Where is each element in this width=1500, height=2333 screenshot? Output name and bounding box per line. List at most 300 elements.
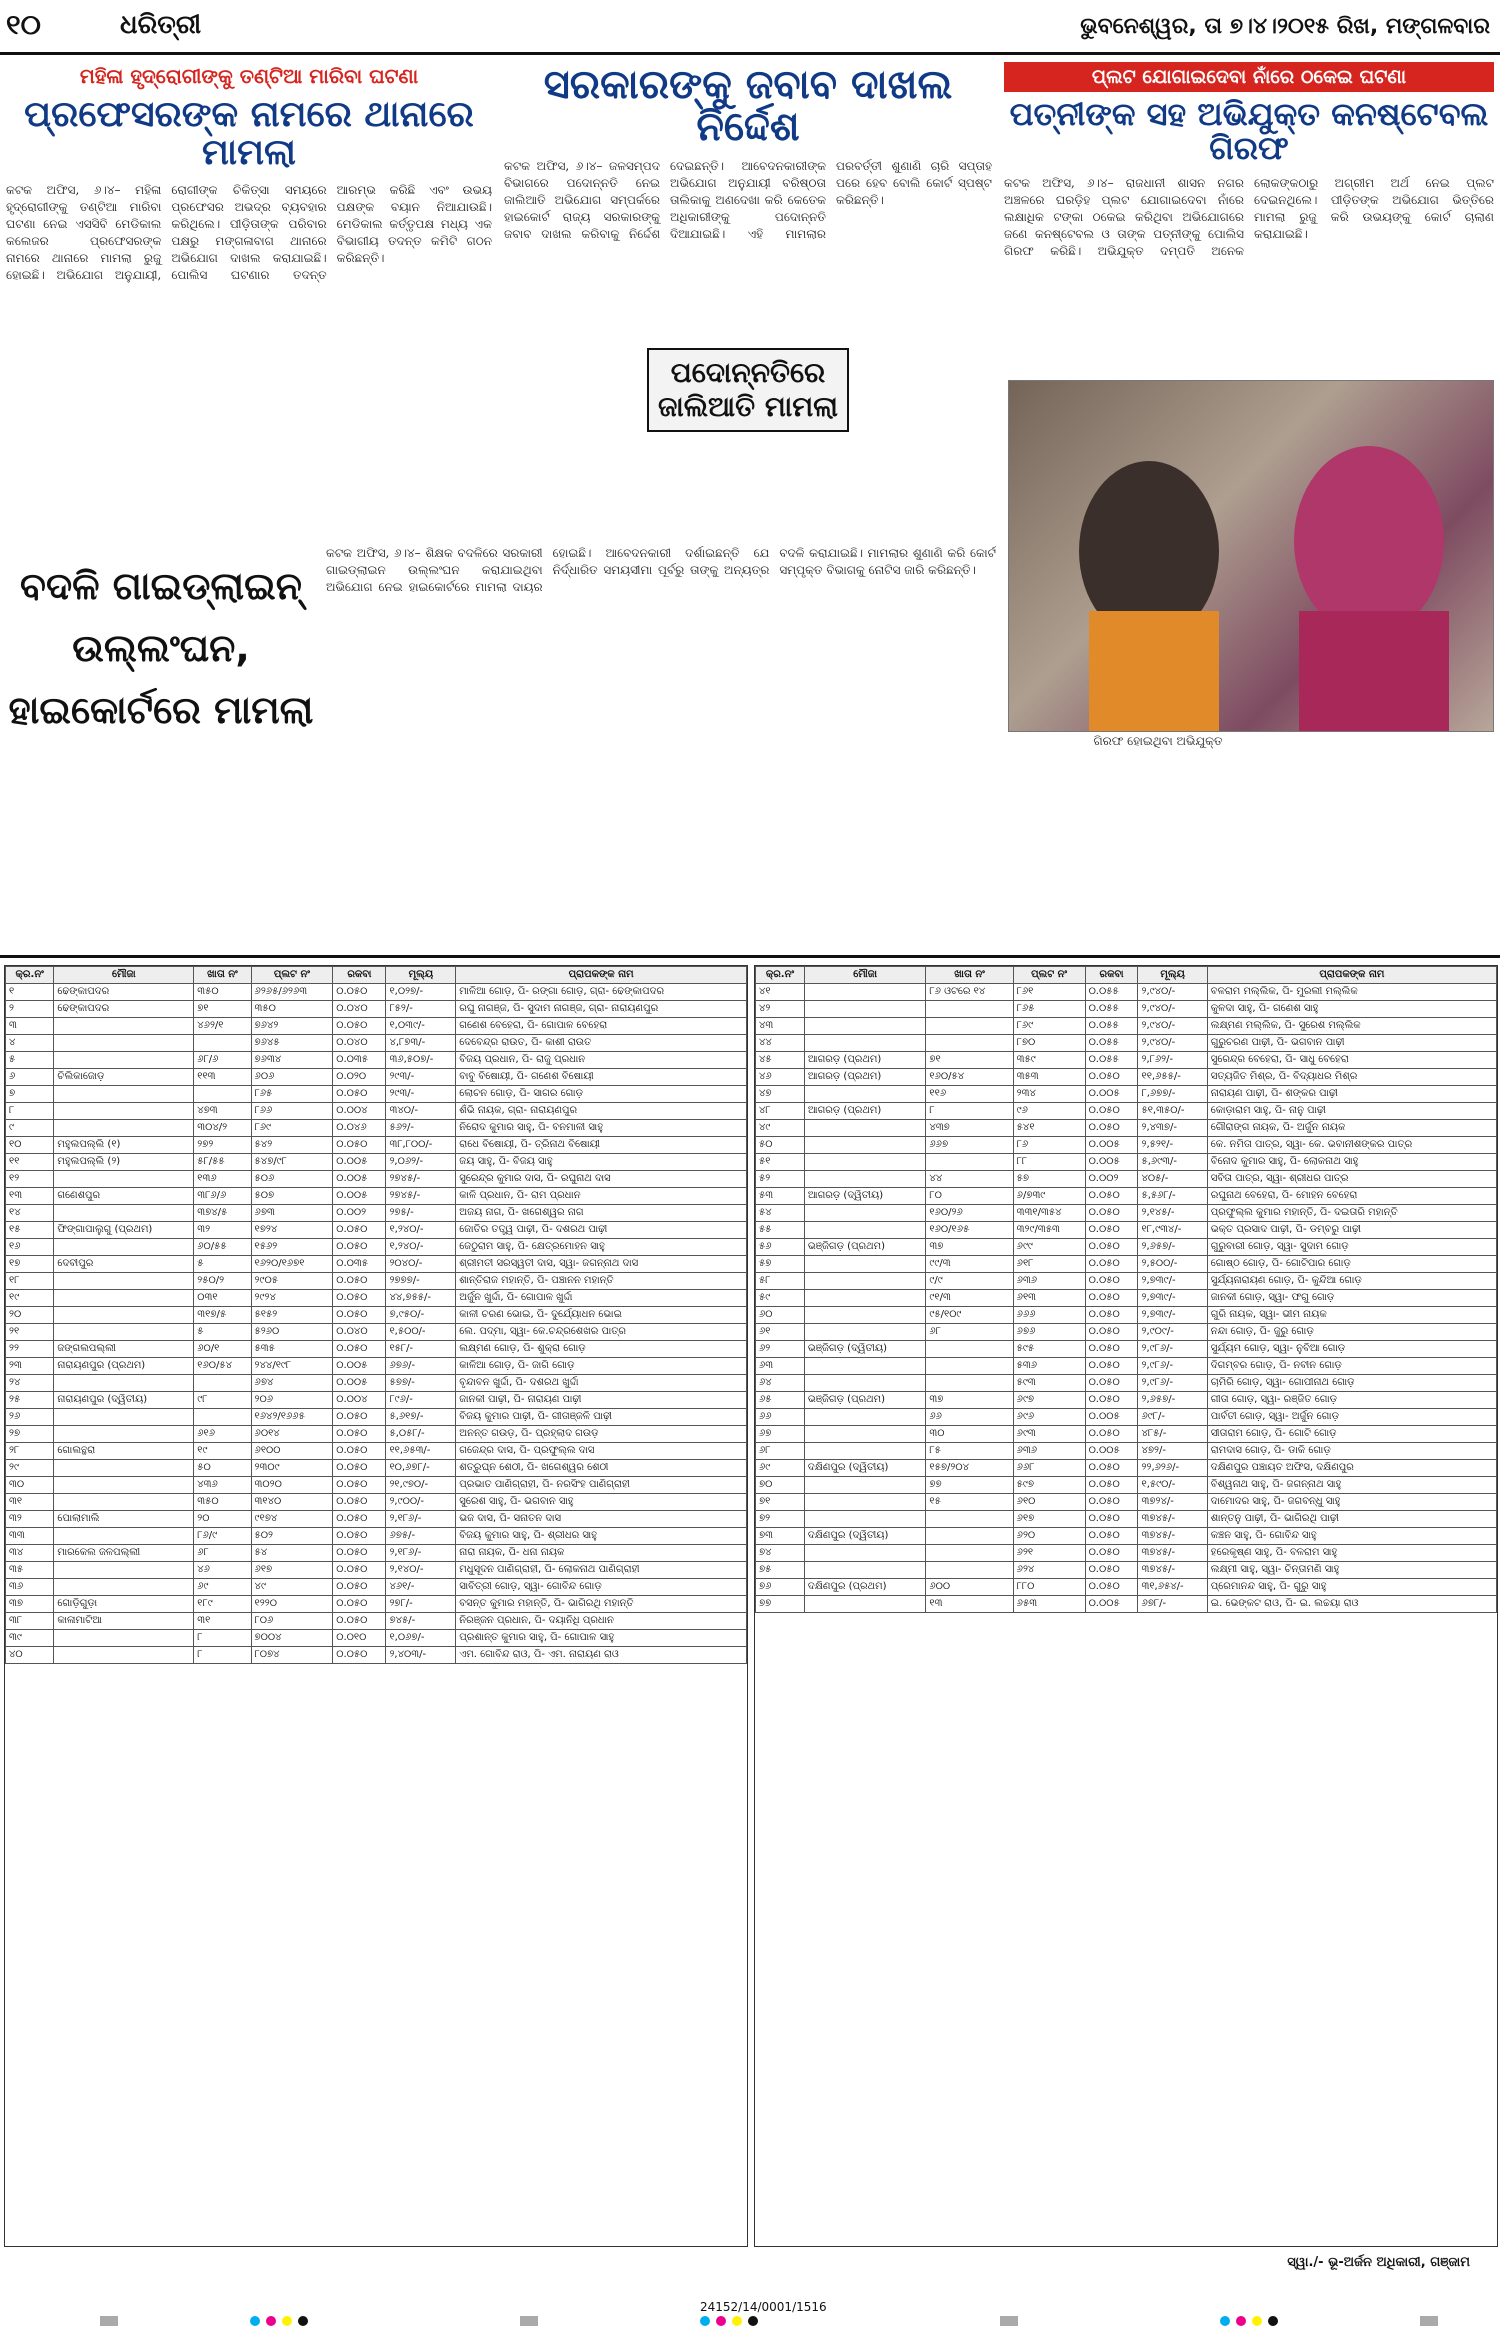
table-cell: ଲେ. ପଦ୍ମା, ସ୍ୱା- କେ.ଚନ୍ଦ୍ରଶେଖର ପାତ୍ର	[456, 1324, 747, 1341]
table-cell: ୦.୦୦୪	[333, 1103, 386, 1120]
table-cell: ୨,୬୫୭/-	[1138, 1392, 1207, 1409]
table-cell: ୩୨	[194, 1222, 251, 1239]
table-cell: ଚାମିରି ଗୋଡ଼, ସ୍ୱା- ଗୋପୀନାଥ ଗୋଡ଼	[1207, 1375, 1496, 1392]
table-cell: ୦.୦୪୦	[333, 1035, 386, 1052]
table-cell: ୦.୦୫୦	[1085, 1477, 1138, 1494]
table-cell: ୩୧୭/୫	[194, 1307, 251, 1324]
table-cell: ୦.୦୫୦	[333, 1545, 386, 1562]
table-row	[6, 1443, 747, 1460]
table-cell: ଗୁରୁବାରୀ ଗୋଡ଼, ସ୍ୱା- ସୁଦାମ ଗୋଡ଼	[1207, 1239, 1496, 1256]
table-cell: ଗୀତା ଗୋଡ଼, ସ୍ୱା- ରଞ୍ଜିତ ଗୋଡ଼	[1207, 1392, 1496, 1409]
table-cell: ୪୮	[756, 1103, 805, 1120]
table-cell: ୯୮	[194, 1392, 251, 1409]
column-header: ମୂଲ୍ୟ	[386, 967, 456, 984]
table-cell: ୯୧/୩	[926, 1290, 1013, 1307]
table-cell: ୩୦	[926, 1426, 1013, 1443]
table-cell: ୧୧,୬୫୩/-	[386, 1443, 456, 1460]
table-cell: ୦.୦୫୦	[333, 1579, 386, 1596]
table-cell: ବିଜୟ ପ୍ରଧାନ, ପି- ରାଜୁ ପ୍ରଧାନ	[456, 1052, 747, 1069]
table-cell: ୪୦	[6, 1647, 54, 1664]
table-cell: ୧୫୮/-	[386, 1341, 456, 1358]
table-row	[756, 1001, 1497, 1018]
table-cell: ୮୬	[1013, 1137, 1085, 1154]
column-header: ପ୍ରାପକଙ୍କ ନାମ	[1207, 967, 1496, 984]
table-cell: ୨,୭୩୯/-	[1138, 1290, 1207, 1307]
table-cell: ୩୭୪୫/-	[1138, 1545, 1207, 1562]
table-cell: ପୋଲାମାଲି	[54, 1511, 194, 1528]
table-cell: ୧୫୬୨	[251, 1239, 333, 1256]
registration-mark	[1252, 2316, 1262, 2326]
table-cell: ମାଳିଆ ଗୋଡ଼, ପି- ରଙ୍ଗା ଗୋଡ଼, ଗ୍ରା- ଢେଙ୍କାପଦର	[456, 984, 747, 1001]
table-cell: ୬୯	[756, 1460, 805, 1477]
table-cell: ୨୯୩/-	[386, 1069, 456, 1086]
table-cell: ୧୯	[6, 1290, 54, 1307]
table-cell: କୋଡ଼ାରାମ ସାହୁ, ପି- ନାନୁ ପାଢ଼ୀ	[1207, 1103, 1496, 1120]
table-cell	[926, 1341, 1013, 1358]
table-cell: ୦.୦୫୦	[333, 1307, 386, 1324]
table-cell: ୪୪,୭୫୫/-	[386, 1290, 456, 1307]
column-header: ପ୍ରାପକଙ୍କ ନାମ	[456, 967, 747, 984]
table-cell	[926, 1375, 1013, 1392]
table-cell: ୧୬୦/୧୬୫	[926, 1222, 1013, 1239]
table-row	[6, 1426, 747, 1443]
table-row	[756, 1375, 1497, 1392]
table-cell: ଜାନକୀ ଗୋଡ଼, ସ୍ୱା- ଫଗୁ ଗୋଡ଼	[1207, 1290, 1496, 1307]
registration-mark	[1220, 2316, 1230, 2326]
table-cell: ୨୭୪୫/-	[386, 1188, 456, 1205]
column-header: କ୍ର.ନଂ	[756, 967, 805, 984]
table-cell: ୮୦	[926, 1188, 1013, 1205]
table-row	[6, 1103, 747, 1120]
table-cell: ୦.୦୦୪	[333, 1392, 386, 1409]
table-cell	[926, 1154, 1013, 1171]
table-row	[6, 1188, 747, 1205]
signature: ସ୍ୱା./- ଭୂ-ଅର୍ଜନ ଅଧିକାରୀ, ଗଞ୍ଜାମ	[1287, 2255, 1470, 2270]
table-cell: ୫୨	[756, 1171, 805, 1188]
table-cell: ୦.୦୫୦	[333, 1562, 386, 1579]
table-cell: କୁଳଦା ସାହୁ, ପି- ଗଣେଶ ସାହୁ	[1207, 1001, 1496, 1018]
print-bar	[1000, 2316, 1018, 2326]
table-cell: ୦.୦୫୦	[1085, 1222, 1138, 1239]
table-cell: ଶତ୍ରୁଘ୍ନ ଶେଠୀ, ପି- ଖଗେଶ୍ୱର ଶେଠୀ	[456, 1460, 747, 1477]
table-cell: ୦.୦୧୦	[333, 1630, 386, 1647]
table-cell: ଆଗରଡ଼ (ପ୍ରଥମ)	[804, 1069, 926, 1086]
table-cell: ୭୧	[756, 1494, 805, 1511]
table-cell: ୫୯	[756, 1290, 805, 1307]
table-cell: ୨,୯୪୦/-	[1138, 1001, 1207, 1018]
table-row	[756, 1188, 1497, 1205]
table-cell: ଗଣେଶପୁର	[54, 1188, 194, 1205]
table-cell: ୨,୧୪୫/-	[1138, 1205, 1207, 1222]
table-cell: ସୁରେନ୍ଦ୍ର କୁମାର ଦାସ, ପି- ରଘୁନାଥ ଦାସ	[456, 1171, 747, 1188]
table-cell: ୦.୦୫୦	[333, 1596, 386, 1613]
table-cell: ୮୮୦	[1013, 1579, 1085, 1596]
table-cell: ୦.୦୫୦	[333, 1443, 386, 1460]
table-row	[6, 1409, 747, 1426]
table-cell: ୩୬	[6, 1579, 54, 1596]
table-cell: ୬୦/୫୫	[194, 1239, 251, 1256]
table-cell	[804, 1562, 926, 1579]
table-cell: ୬୨୪	[1013, 1562, 1085, 1579]
column-header: କ୍ର.ନଂ	[6, 967, 54, 984]
table-row	[756, 1069, 1497, 1086]
table-cell: ୫୩	[756, 1188, 805, 1205]
table-row	[6, 1494, 747, 1511]
table-cell: ୭୬୪୫	[251, 1035, 333, 1052]
table-row	[756, 1035, 1497, 1052]
table-row	[6, 1324, 747, 1341]
table-cell: ୧୭୨୪	[251, 1222, 333, 1239]
table-cell: ୬୫୩	[1013, 1596, 1085, 1613]
table-cell: ବିଜୟ କୁମାର ପାଢ଼ୀ, ପି- ଗୀତାଞ୍ଜଳି ପାଢ଼ୀ	[456, 1409, 747, 1426]
table-cell: ୦.୦୫୦	[1085, 1069, 1138, 1086]
table-cell: ୫୯୭	[1013, 1477, 1085, 1494]
table-cell: ୦.୦୫୦	[1085, 1239, 1138, 1256]
table-cell: ୬୬୬	[1013, 1307, 1085, 1324]
table-row	[6, 1341, 747, 1358]
table-cell: ୫	[194, 1324, 251, 1341]
table-row	[756, 1205, 1497, 1222]
table-cell: ୮୭୦	[1013, 1035, 1085, 1052]
table-cell	[54, 1307, 194, 1324]
table-cell: ୫୧	[756, 1154, 805, 1171]
table-cell	[804, 1205, 926, 1222]
table-cell: ଗୋଲନ୍ଥରା	[54, 1443, 194, 1460]
table-cell: ୩୫୦	[194, 984, 251, 1001]
table-cell	[54, 1103, 194, 1120]
table-cell: ୮୬ ଓଟରେ ୧୪	[926, 984, 1013, 1001]
table-cell: ୬୩୬	[1013, 1443, 1085, 1460]
story3-headline: ପତ୍ନୀଙ୍କ ସହ ଅଭିଯୁକ୍ତ କନଷ୍ଟେବଲ ଗିରଫ	[1009, 95, 1489, 167]
table-cell	[54, 1630, 194, 1647]
table-cell: ୫,୬୯୩/-	[1138, 1154, 1207, 1171]
table-cell	[804, 1001, 926, 1018]
table-cell: ୫୬	[756, 1239, 805, 1256]
table-cell: ଚିଲିକାଜୋଡ଼	[54, 1069, 194, 1086]
table-cell: ସୁରେଶ ସାହୁ, ପି- ଭଗବାନ ସାହୁ	[456, 1494, 747, 1511]
table-cell: ହରେକୃଷ୍ଣ ସାହୁ, ପି- ବଳରାମ ସାହୁ	[1207, 1545, 1496, 1562]
column-header: ମୌଜା	[54, 967, 194, 984]
table-row	[756, 1511, 1497, 1528]
registration-mark	[716, 2316, 726, 2326]
table-row	[756, 1528, 1497, 1545]
table-row	[6, 1018, 747, 1035]
table-cell: ୪୩	[756, 1018, 805, 1035]
table-cell: ୨୦	[6, 1307, 54, 1324]
table-cell: ଭଞ୍ଜିଗଡ଼ (ଦ୍ୱିତୀୟ)	[804, 1341, 926, 1358]
table-cell	[804, 1120, 926, 1137]
table-cell: ୪୦୫/-	[1138, 1171, 1207, 1188]
table-row	[6, 1375, 747, 1392]
table-cell: ୬୮	[926, 1324, 1013, 1341]
table-cell: ୩୭	[926, 1239, 1013, 1256]
table-cell	[804, 1256, 926, 1273]
table-cell: ନନ୍ଦା ଗୋଡ଼, ପି- ଜୁରୁ ଗୋଡ଼	[1207, 1324, 1496, 1341]
table-cell: ଗୋଡ଼ିଗୁଡ଼ା	[54, 1596, 194, 1613]
table-cell: ୧୫	[6, 1222, 54, 1239]
table-cell: ୨,୪୩୭/-	[1138, 1120, 1207, 1137]
table-cell: ୨,୮୬୨/-	[1138, 1052, 1207, 1069]
table-cell: ୬୧୦୦	[251, 1443, 333, 1460]
table-cell: ୪୭	[756, 1086, 805, 1103]
table-cell: ୫୬୨/-	[386, 1120, 456, 1137]
table-cell: ୧,୦୩୯/-	[386, 1018, 456, 1035]
table-cell: ନାରାୟଣପୁର (ଦ୍ୱିତୀୟ)	[54, 1392, 194, 1409]
ledger-right	[754, 965, 1498, 2247]
table-cell: ୧୩	[926, 1596, 1013, 1613]
table-cell: ୦.୦୦୫	[1085, 1154, 1138, 1171]
table-cell: ୦.୦୦୫	[1085, 1137, 1138, 1154]
table-row	[6, 1035, 747, 1052]
table-cell: ୫୦	[756, 1137, 805, 1154]
table-cell: ୭	[6, 1086, 54, 1103]
table-cell: ୨,୭୩୯/-	[1138, 1273, 1207, 1290]
table-cell: ଦିଗମ୍ବର ଗୋଡ଼, ପି- ନବୀନ ଗୋଡ଼	[1207, 1358, 1496, 1375]
table-cell: ୫୪	[251, 1545, 333, 1562]
table-cell: ୨୧,୯୭୦/-	[386, 1477, 456, 1494]
table-cell: ୧୮,୯୩୪/-	[1138, 1222, 1207, 1239]
table-cell: ଗୁରୁଚରଣ ପାଢ଼ୀ, ପି- ଭଗବାନ ପାଢ଼ୀ	[1207, 1035, 1496, 1052]
table-cell: ୨୯୩/-	[386, 1086, 456, 1103]
table-row	[756, 1460, 1497, 1477]
table-cell: ୭୬୩୪	[251, 1052, 333, 1069]
table-cell: ୧୬୦/୫୪	[926, 1069, 1013, 1086]
table-cell: ୫୭୭/-	[386, 1375, 456, 1392]
table-cell: ୧୩୬	[194, 1171, 251, 1188]
table-cell: ବସନ୍ତ କୁମାର ମହାନ୍ତି, ପି- ଭାଗିରଥି ମହାନ୍ତି	[456, 1596, 747, 1613]
table-cell: ୦.୦୫୦	[1085, 1460, 1138, 1477]
story2-body: କଟକ ଅଫିସ, ୬।୪– ଜଳସମ୍ପଦ ବିଭାଗରେ ପଦୋନ୍ନତି ନେଇ ଜାଲିଆତି ଅଭିଯୋଗ ସମ୍ପର୍କରେ ହାଇକୋର୍ଟ ରାଜ୍ୟ ସରକାରଙ୍କୁ ଜବାବ ଦାଖଲ କରିବାକୁ ନିର୍ଦ୍ଦେଶ ଦେଇଛନ୍ତି। ଆବେଦନକାରୀଙ୍କ ଅଭିଯୋଗ ଅନୁଯାୟୀ ବରିଷ୍ଠତା ତାଲିକାକୁ ଅଣଦେଖା କରି କେତେକ ଅଧିକାରୀଙ୍କୁ ପଦୋନ୍ନତି ଦିଆଯାଇଛି। ଏହି ମାମଲାର ପରବର୍ତ୍ତୀ ଶୁଣାଣି ଚାରି ସପ୍ତାହ ପରେ ହେବ ବୋଲି କୋର୍ଟ ସ୍ପଷ୍ଟ କରିଛନ୍ତି।	[504, 159, 992, 241]
table-cell: ୮୬୧	[1013, 984, 1085, 1001]
table-row	[6, 1086, 747, 1103]
table-cell: ୨୯	[6, 1460, 54, 1477]
photo-illustration	[1009, 381, 1493, 731]
table-cell: ନାରାୟଣ ପାଢ଼ୀ, ପି- ଶଙ୍କର ପାଢ଼ୀ	[1207, 1086, 1496, 1103]
table-cell: ପ୍ରଫୁଲ୍ଲ କୁମାର ମହାନ୍ତି, ପି- ଦଇତାରି ମହାନ୍ତି	[1207, 1205, 1496, 1222]
table-cell	[54, 1120, 194, 1137]
table-cell	[804, 1443, 926, 1460]
table-cell: ୫୪	[756, 1205, 805, 1222]
table-cell: ୧୮୯	[194, 1596, 251, 1613]
table-cell: ୦.୦୫୫	[1085, 1001, 1138, 1018]
table-cell: ୪୬	[194, 1562, 251, 1579]
story-transfer-guideline	[6, 545, 996, 945]
table-row	[6, 1069, 747, 1086]
table-cell: ୨୭	[6, 1426, 54, 1443]
dateline: ଭୁବନେଶ୍ୱର, ତା ୭।୪।୨୦୧୫ ରିଖ, ମଙ୍ଗଳବାର	[1080, 14, 1490, 39]
table-cell	[194, 1375, 251, 1392]
table-row	[756, 1171, 1497, 1188]
table-cell	[54, 1239, 194, 1256]
table-cell: ୫୦୬	[251, 1171, 333, 1188]
table-cell: ୬୭୬	[1013, 1324, 1085, 1341]
table-cell: ୭୭	[756, 1596, 805, 1613]
table-cell: ଜୟ ସାହୁ, ପି- ବିଜୟ ସାହୁ	[456, 1154, 747, 1171]
table-cell	[804, 1273, 926, 1290]
table-row	[6, 1052, 747, 1069]
table-cell: ସୁର୍ଯ୍ୟନାରାୟଣ ଗୋଡ଼, ପି- କୁନ୍ଦିଆ ଗୋଡ଼	[1207, 1273, 1496, 1290]
ledger-right-header	[756, 967, 1497, 984]
table-cell: ୫୦	[194, 1460, 251, 1477]
table-cell: ୦.୦୦୫	[1085, 1443, 1138, 1460]
table-cell: ୪୯	[756, 1120, 805, 1137]
table-cell: ୬୯୮/-	[1138, 1409, 1207, 1426]
table-cell: ଦକ୍ଷିଣପୁର (ଦ୍ୱିତୀୟ)	[804, 1460, 926, 1477]
table-row	[6, 1613, 747, 1630]
table-cell: ୧୬୦/୫୪	[194, 1358, 251, 1375]
table-cell: ୮୬/୯	[194, 1528, 251, 1545]
table-cell: ୬୦	[756, 1307, 805, 1324]
table-cell: ୮,୬୭୭/-	[1138, 1086, 1207, 1103]
table-cell: ୬୨୧	[1013, 1545, 1085, 1562]
table-row	[6, 1273, 747, 1290]
table-cell: ଫିଙ୍ଗାପାଲୁଗୁ (ପ୍ରଥମ)	[54, 1222, 194, 1239]
table-cell	[54, 1205, 194, 1222]
table-cell: ୩୧୪୦	[251, 1494, 333, 1511]
table-cell	[54, 1086, 194, 1103]
table-cell: ୪୮୫/-	[1138, 1426, 1207, 1443]
table-cell	[54, 1460, 194, 1477]
table-cell: ୬୪	[756, 1375, 805, 1392]
table-cell: ୩୭୪/୫	[194, 1205, 251, 1222]
table-cell: ୭,୯୫୦/-	[386, 1307, 456, 1324]
table-cell	[804, 1426, 926, 1443]
table-cell: ଶାନ୍ତିରାଜ ମହାନ୍ତି, ପି- ପଞ୍ଚାନନ ମହାନ୍ତି	[456, 1273, 747, 1290]
table-cell: ୧୨୨୦	[251, 1596, 333, 1613]
table-cell	[194, 1035, 251, 1052]
table-cell: ବୃନ୍ଦାବନ ଖୁର୍ଦ୍ଦା, ପି- ଦଶରଥ ଖୁର୍ଦ୍ଦା	[456, 1375, 747, 1392]
table-cell: ୨,୧୮୬/-	[386, 1511, 456, 1528]
table-cell: ସୁରେନ୍ଦ୍ର ବେହେରା, ପି- ସାଧୁ ବେହେରା	[1207, 1052, 1496, 1069]
table-cell: କାଳି ପ୍ରଧାନ, ପି- ରାମ ପ୍ରଧାନ	[456, 1188, 747, 1205]
table-cell: ୩	[6, 1018, 54, 1035]
table-cell: ୩୮	[6, 1613, 54, 1630]
table-cell: ନିରଞ୍ଜନ ପ୍ରଧାନ, ପି- ଦୟାନିଧି ପ୍ରଧାନ	[456, 1613, 747, 1630]
table-cell: ୨,୯୪୦/-	[1138, 1035, 1207, 1052]
table-cell: ୦.୦୫୫	[1085, 1018, 1138, 1035]
table-cell: ୩୪୦/-	[386, 1103, 456, 1120]
table-row	[6, 1647, 747, 1664]
page-number: ୧୦	[6, 8, 41, 41]
table-cell	[54, 1409, 194, 1426]
table-cell: ୬୧୭	[1013, 1511, 1085, 1528]
table-cell: ଗୁରି ନାୟକ, ସ୍ୱା- ଭୀମ ନାୟକ	[1207, 1307, 1496, 1324]
table-cell	[54, 1018, 194, 1035]
table-row	[756, 1341, 1497, 1358]
registration-mark	[298, 2316, 308, 2326]
table-cell: ଅଜୟ ନାଗ, ପି- ଖଗେଶ୍ୱର ନାଗ	[456, 1205, 747, 1222]
table-cell: ୧୧,୬୫୫/-	[1138, 1069, 1207, 1086]
table-cell: ୧,୦୨୭/-	[386, 984, 456, 1001]
table-cell: ୦.୦୫୦	[1085, 1562, 1138, 1579]
table-cell: ୫୦୨	[251, 1528, 333, 1545]
table-cell: ୬୩	[756, 1358, 805, 1375]
table-cell: ୬୧୬	[194, 1426, 251, 1443]
table-cell: ୧୬୨୦/୧୬୭୧	[251, 1256, 333, 1273]
table-cell: ୦.୦୦୫	[1085, 1409, 1138, 1426]
table-cell: ୫୭	[1013, 1171, 1085, 1188]
table-cell: ନାରା ନାୟକ, ପି- ଧନା ନାୟକ	[456, 1545, 747, 1562]
table-cell	[54, 1035, 194, 1052]
table-cell: ଭଞ୍ଜିଗଡ଼ (ପ୍ରଥମ)	[804, 1239, 926, 1256]
table-cell: ୮୬୫	[1013, 1001, 1085, 1018]
table-cell	[54, 1171, 194, 1188]
table-cell: ୯୫/୧୦୯	[926, 1307, 1013, 1324]
table-cell: ଗୋଷ୍ଠ ଗୋଡ଼, ପି- ଗୋଟିପାର ଗୋଡ଼	[1207, 1256, 1496, 1273]
table-cell: ୧,୦୬୭/-	[386, 1630, 456, 1647]
table-cell	[54, 1647, 194, 1664]
table-cell: ୦.୦୫୦	[333, 1137, 386, 1154]
table-cell	[804, 1375, 926, 1392]
table-cell: ୮୯୬/-	[386, 1392, 456, 1409]
table-row	[6, 1630, 747, 1647]
table-cell: ଏମ. ଗୋବିନ୍ଦ ରାଓ, ପି- ଏମ. ନାରାୟଣ ରାଓ	[456, 1647, 747, 1664]
table-cell: ୩୫	[6, 1562, 54, 1579]
table-row	[756, 1579, 1497, 1596]
table-cell: ଅର୍ଜୁନ ଖୁର୍ଦ୍ଦା, ପି- ଗୋପାଳ ଖୁର୍ଦ୍ଦା	[456, 1290, 747, 1307]
table-cell	[54, 1324, 194, 1341]
table-cell	[804, 1511, 926, 1528]
table-cell: ୭୩	[756, 1528, 805, 1545]
table-cell: ଅନନ୍ତ ଗଉଡ଼, ପି- ପ୍ରହ୍ଲାଦ ଗଉଡ଼	[456, 1426, 747, 1443]
table-cell: ୦.୦୫୦	[1085, 1324, 1138, 1341]
table-cell: ୨୨	[6, 1341, 54, 1358]
table-cell	[804, 1307, 926, 1324]
table-row	[756, 984, 1497, 1001]
table-cell: ୨୬	[6, 1409, 54, 1426]
table-cell: ୮	[926, 1103, 1013, 1120]
table-cell: ୩୨	[6, 1511, 54, 1528]
table-cell: ମଧୁସୂଦନ ପାଣିଗ୍ରାହୀ, ପି- ଲୋକନାଥ ପାଣିଗ୍ରାହୀ	[456, 1562, 747, 1579]
table-cell: ୬୮	[194, 1545, 251, 1562]
table-row	[756, 1086, 1497, 1103]
table-cell: ୩୩	[6, 1528, 54, 1545]
registration-mark	[732, 2316, 742, 2326]
table-cell: କେ. ନମିତା ପାତ୍ର, ସ୍ୱା- କେ. ଭବାନୀଶଙ୍କର ପାତ୍ର	[1207, 1137, 1496, 1154]
table-row	[6, 1392, 747, 1409]
table-cell: ୩୭୪୫/-	[1138, 1511, 1207, 1528]
table-cell: ୭୦୦୪	[251, 1630, 333, 1647]
table-row	[756, 1307, 1497, 1324]
table-cell: ୦.୦୫୦	[1085, 1120, 1138, 1137]
table-cell: ୨୯୦୫	[251, 1273, 333, 1290]
table-cell: ୬୧୭	[251, 1562, 333, 1579]
table-cell: ୨୩	[6, 1358, 54, 1375]
table-cell: ୧୧୩	[194, 1069, 251, 1086]
table-cell: ୫୫	[756, 1222, 805, 1239]
table-cell: ୩୧	[6, 1494, 54, 1511]
table-cell: ୧	[6, 984, 54, 1001]
table-cell: ଆଗରଡ଼ (ପ୍ରଥମ)	[804, 1052, 926, 1069]
table-cell: ଭଜ ଦାସ, ପି- ସନାତନ ଦାସ	[456, 1511, 747, 1528]
table-cell: ପ୍ରଭାତ ପାଣିଗ୍ରାହୀ, ପି- ନରସିଂହ ପାଣିଗ୍ରାହୀ	[456, 1477, 747, 1494]
table-cell: ୬୭୩	[251, 1205, 333, 1222]
table-cell: ୦.୦୫୦	[333, 1426, 386, 1443]
table-cell: ବିଶ୍ୱନାଥ ସାହୁ, ପି- ଜଗନ୍ନାଥ ସାହୁ	[1207, 1477, 1496, 1494]
table-cell: ୦୩୧	[194, 1290, 251, 1307]
table-row	[756, 1477, 1497, 1494]
table-cell: ୬୧	[756, 1324, 805, 1341]
table-cell: ଜଙ୍ଗଲପଲ୍ଲୀ	[54, 1341, 194, 1358]
table-cell: ୬୬	[926, 1409, 1013, 1426]
table-cell: ୦.୦୫୦	[333, 984, 386, 1001]
arrest-photo	[1008, 380, 1494, 732]
table-cell: ୨୩୦୯	[251, 1460, 333, 1477]
table-cell: ୮୦୭୪	[251, 1647, 333, 1664]
table-cell: ୧,୨୪୦/-	[386, 1239, 456, 1256]
table-cell: ୬୯୯	[1013, 1239, 1085, 1256]
table-cell: ୨,୯୦୯/-	[1138, 1324, 1207, 1341]
